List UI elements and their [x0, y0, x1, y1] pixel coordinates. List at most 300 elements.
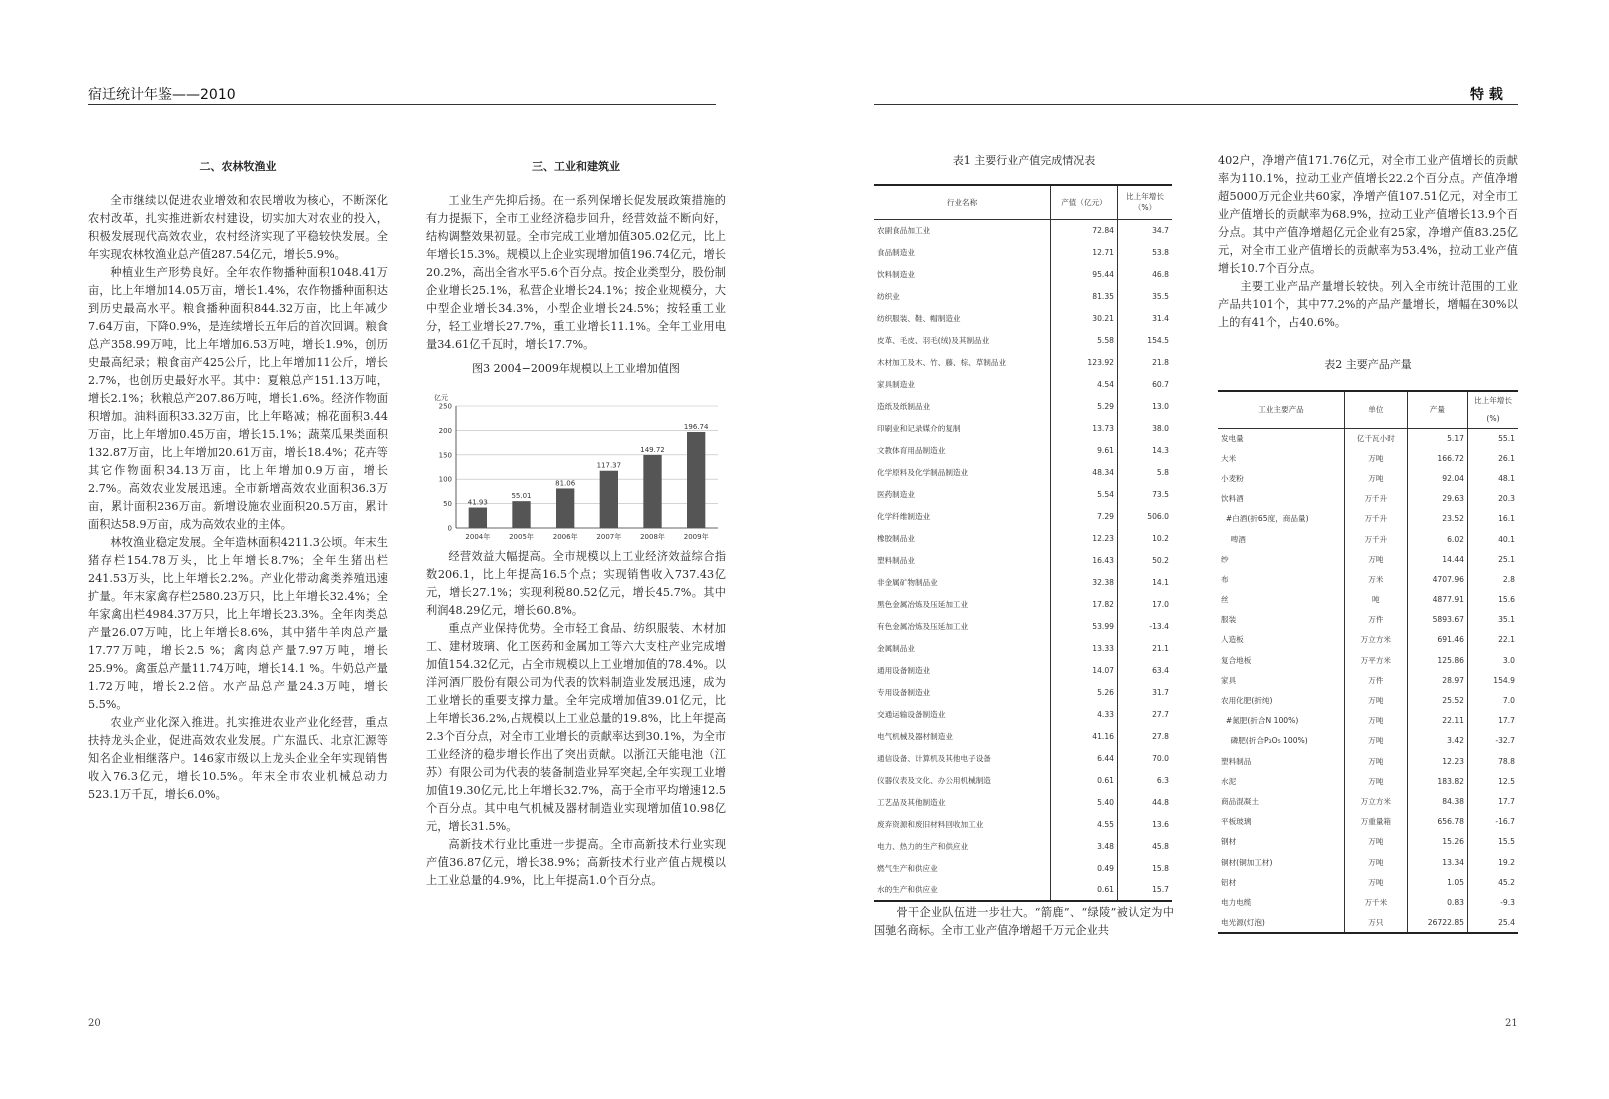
table-row	[1218, 913, 1518, 933]
table-cell: 22.1	[1498, 635, 1515, 645]
column-products	[1218, 152, 1518, 934]
table-cell: 饮料酒	[1218, 489, 1345, 509]
chart-caption: 图3 2004−2009年规模以上工业增加值图	[472, 362, 680, 375]
column-industry	[426, 158, 726, 890]
table-row	[1218, 832, 1518, 852]
table-cell: 10.2	[1152, 533, 1169, 543]
table-row	[1218, 852, 1518, 872]
right-header-rule	[874, 104, 1518, 105]
table-cell: 60.7	[1152, 379, 1169, 389]
table-cell: 人造板	[1218, 630, 1345, 650]
table-cell: 15.8	[1152, 863, 1169, 873]
table-cell: 万千米	[1345, 893, 1408, 913]
paragraph: 重点产业保持优势。全市轻工食品、纺织服装、木材加工、建材玻璃、化工医药和金属加工等六大支柱产业完成增加值154.32亿元，占全市规模以上工业增加值的78.4%。以洋河酒厂股份有限公司为代表的饮料制造业发展迅速，成为工业增长的重要支撑力量。全年完成增加值39.01亿元，比上年增长36.2%,占规模以上工业总量的19.8%，比上年提高2.3个百分点，对全市工业增长的贡献率达到30.1%，为全市工业经济的稳步增长作出了突出贡献。以浙江天能电池（江苏）有限公司为代表的装备制造业异军突起,全年实现工业增加值19.30亿元,比上年增长32.7%，高于全市平均增速12.5个百分点。其中电气机械及器材制造业实现增加值10.98亿元，增长31.5%。	[426, 622, 726, 833]
table-cell: 布	[1218, 570, 1345, 590]
table-cell: 农副食品加工业	[874, 219, 1051, 241]
table-cell: -13.4	[1149, 621, 1169, 631]
table-row	[1218, 630, 1518, 650]
y-tick-label: 250	[438, 402, 452, 411]
table-row	[874, 747, 1172, 769]
table-cell: 70.0	[1152, 753, 1169, 763]
table-cell: 20.3	[1498, 494, 1515, 504]
table-cell: 38.0	[1152, 423, 1169, 433]
table-row	[874, 527, 1172, 549]
table-row	[874, 549, 1172, 571]
paragraph: 高新技术行业比重进一步提高。全市高新技术行业实现产值36.87亿元，增长38.9%；高新技术行业产值占规模以上工业总量的4.9%，比上年提高1.0个百分点。	[426, 838, 726, 887]
table-cell: 万吨	[1345, 691, 1408, 711]
bar-value-label: 149.72	[640, 445, 665, 454]
table1-header-industry: 行业名称	[874, 185, 1051, 219]
table-cell: 183.82	[1407, 772, 1467, 792]
table-cell: 12.71	[1051, 241, 1118, 263]
table-row	[874, 395, 1172, 417]
table-row	[874, 769, 1172, 791]
paragraph: 工业生产先抑后扬。在一系列保增长促发展政策措施的有力提振下，全市工业经济稳步回升，经营效益不断向好，结构调整效果初显。全市完成工业增加值305.02亿元，比上年增长15.3%。规模以上企业实现增加值196.74亿元，增长20.2%，高出全省水平5.6个百分点。按企业类型分，股份制企业增长25.1%，私营企业增长24.1%；按企业规模分，大中型企业增长34.3%，小型企业增长24.5%；按轻重工业分，轻工业增长27.7%，重工业增长11.1%。全年工业用电量34.61亿千瓦时，增长17.7%。	[426, 194, 726, 351]
table-cell: 医药制造业	[874, 483, 1051, 505]
table-row	[1218, 873, 1518, 893]
x-tick-label: 2007年	[596, 533, 622, 541]
table-cell: 22.11	[1407, 711, 1467, 731]
table-cell: 154.9	[1493, 675, 1515, 685]
table-cell: 电力电缆	[1218, 893, 1345, 913]
table-row	[1218, 691, 1518, 711]
table-cell: 17.0	[1152, 599, 1169, 609]
table-cell: 3.0	[1502, 655, 1515, 665]
table-cell: 48.34	[1051, 461, 1118, 483]
x-tick-label: 2008年	[640, 533, 665, 541]
table-cell: 5.8	[1156, 467, 1169, 477]
table-cell: 家具制造业	[874, 373, 1051, 395]
table-cell: 万重量箱	[1345, 812, 1408, 832]
table-cell: 发电量	[1218, 429, 1345, 449]
table-cell: 78.8	[1498, 756, 1515, 766]
table-row	[1218, 529, 1518, 549]
paragraph: 全市继续以促进农业增效和农民增收为核心，不断深化农村改革，扎实推进新农村建设，切实加大对农业的投入，积极发展现代高效农业，农村经济实现了平稳较快发展。全年实现农林牧渔业总产值287.54亿元，增长5.9%。	[88, 194, 388, 261]
table-cell: 万吨	[1345, 731, 1408, 751]
table2-header-product: 工业主要产品	[1218, 391, 1345, 429]
bar	[687, 432, 705, 528]
table-row	[1218, 610, 1518, 630]
table-row	[874, 373, 1172, 395]
table-cell: 17.82	[1051, 593, 1118, 615]
table-cell: 26722.85	[1407, 913, 1467, 933]
table-row	[1218, 550, 1518, 570]
table-row	[1218, 429, 1518, 449]
table-row	[874, 637, 1172, 659]
table-row	[874, 813, 1172, 835]
table-cell: 金属制品业	[874, 637, 1051, 659]
table-cell: 万吨	[1345, 772, 1408, 792]
table-cell: 文教体育用品制造业	[874, 439, 1051, 461]
table-cell: 3.48	[1051, 835, 1118, 857]
table-cell: 通用设备制造业	[874, 659, 1051, 681]
x-tick-label: 2005年	[509, 533, 534, 541]
table-cell: 6.44	[1051, 747, 1118, 769]
table-cell: 13.6	[1152, 819, 1169, 829]
table-cell: 1.05	[1407, 873, 1467, 893]
table-cell: 万吨	[1345, 852, 1408, 872]
table-cell: 53.99	[1051, 615, 1118, 637]
table-cell: 14.07	[1051, 659, 1118, 681]
y-tick-label: 100	[438, 475, 452, 484]
table-row	[1218, 570, 1518, 590]
table-cell: 53.8	[1152, 247, 1169, 257]
table-cell: 农用化肥(折纯)	[1218, 691, 1345, 711]
table-cell: 家具	[1218, 671, 1345, 691]
table-cell: 电气机械及器材制造业	[874, 725, 1051, 747]
table-cell: 万件	[1345, 671, 1408, 691]
table-cell: 万吨	[1345, 873, 1408, 893]
table-row	[874, 439, 1172, 461]
left-header-rule	[88, 104, 716, 105]
table-cell: 电力、热力的生产和供应业	[874, 835, 1051, 857]
table-cell: 亿千瓦小时	[1345, 429, 1408, 449]
table-cell: 506.0	[1147, 511, 1169, 521]
table1-caption: 表1 主要行业产值完成情况表	[952, 154, 1096, 167]
table-row	[874, 615, 1172, 637]
table-cell: 14.3	[1152, 445, 1169, 455]
table-cell: 656.78	[1407, 812, 1467, 832]
table-row	[874, 593, 1172, 615]
table-row	[1218, 489, 1518, 509]
paragraph: 林牧渔业稳定发展。全年造林面积4211.3公顷。年末生猪存栏154.78万头，比上年增长8.7%；全年生猪出栏241.53万头，比上年增长2.2%。产业化带动禽类养殖迅速扩量。年末家禽存栏2580.23万只，比上年增长32.4%；全年家禽出栏4984.37万只，比上年增长23.3%。全年肉类总产量26.07万吨，比上年增长8.6%，其中猪牛羊肉总产量17.77万吨，增长2.5 %；禽肉总产量7.97万吨，增长25.9%。禽蛋总产量11.74万吨，增长14.1 %。牛奶总产量1.72万吨，增长2.2倍。水产品总产量24.3万吨，增长5.5%。	[88, 536, 388, 711]
table-row	[874, 659, 1172, 681]
table-cell: 铝材	[1218, 873, 1345, 893]
table-cell: 工艺品及其他制造业	[874, 791, 1051, 813]
table-cell: 35.1	[1498, 615, 1515, 625]
table-cell: 63.4	[1152, 665, 1169, 675]
table-row	[1218, 449, 1518, 469]
table-row	[1218, 711, 1518, 731]
table-cell: 废弃资源和废旧材料回收加工业	[874, 813, 1051, 835]
table-cell: 84.38	[1407, 792, 1467, 812]
table-cell: 6.02	[1407, 529, 1467, 549]
table-cell: 交通运输设备制造业	[874, 703, 1051, 725]
table-cell: 35.5	[1152, 291, 1169, 301]
y-tick-label: 0	[447, 524, 452, 533]
table-cell: 166.72	[1407, 449, 1467, 469]
table-cell: 15.5	[1498, 837, 1515, 847]
table-cell: 16.43	[1051, 549, 1118, 571]
table1-header-output: 产值（亿元）	[1051, 185, 1118, 219]
table-cell: 17.7	[1498, 796, 1515, 806]
table-cell: 25.4	[1498, 917, 1515, 927]
table-cell: 691.46	[1407, 630, 1467, 650]
page-number-right: 21	[1505, 1018, 1518, 1029]
table-cell: 万吨	[1345, 550, 1408, 570]
y-tick-label: 150	[438, 451, 452, 460]
table-cell: 万吨	[1345, 832, 1408, 852]
paragraph	[874, 904, 1174, 940]
y-tick-label: 50	[443, 500, 452, 509]
table-cell: -32.7	[1495, 736, 1515, 746]
table-cell: 5.29	[1051, 395, 1118, 417]
table-cell: 154.5	[1147, 335, 1169, 345]
table-cell: 81.35	[1051, 285, 1118, 307]
table-cell: 15.7	[1152, 885, 1169, 894]
table-cell: 万吨	[1345, 711, 1408, 731]
table-row	[874, 351, 1172, 373]
industry-value-bar-chart	[426, 378, 726, 548]
table-row	[1218, 772, 1518, 792]
table-cell: 50.2	[1152, 555, 1169, 565]
table-row	[1218, 651, 1518, 671]
table-cell: 12.23	[1407, 752, 1467, 772]
table-cell: 0.61	[1051, 879, 1118, 901]
product-output-table	[1218, 390, 1518, 934]
right-running-title: 特 载	[1470, 87, 1503, 103]
table-cell: 31.7	[1152, 687, 1169, 697]
bar-value-label: 117.37	[596, 461, 622, 470]
table-row	[1218, 509, 1518, 529]
table-cell: 0.49	[1051, 857, 1118, 879]
table-cell: 55.1	[1498, 433, 1515, 443]
table-cell: 铜材(铜加工材)	[1218, 852, 1345, 872]
table-row	[874, 857, 1172, 879]
x-tick-label: 2009年	[683, 533, 709, 541]
table-row	[1218, 671, 1518, 691]
table-cell: 25.1	[1498, 554, 1515, 564]
table-cell: 19.2	[1498, 857, 1515, 867]
bar-value-label: 55.01	[511, 492, 532, 501]
table-cell: 非金属矿物制品业	[874, 571, 1051, 593]
table-cell: 万只	[1345, 913, 1408, 933]
table-cell: 化学原料及化学制品制造业	[874, 461, 1051, 483]
table-cell: 4.55	[1051, 813, 1118, 835]
table-cell: 5.58	[1051, 329, 1118, 351]
table-row	[1218, 469, 1518, 489]
table1-header-growth: 比上年增长（%）	[1118, 185, 1173, 219]
table-cell: 印刷业和记录媒介的复制	[874, 417, 1051, 439]
table-cell: 12.5	[1498, 776, 1515, 786]
table-cell: 万立方米	[1345, 792, 1408, 812]
y-tick-label: 200	[438, 426, 452, 435]
table-cell: 燃气生产和供应业	[874, 857, 1051, 879]
table-cell: 4707.96	[1407, 570, 1467, 590]
table-row	[1218, 731, 1518, 751]
table-cell: 食品制造业	[874, 241, 1051, 263]
page-number-left: 20	[88, 1018, 101, 1029]
table-cell: 万米	[1345, 570, 1408, 590]
table-cell: 32.38	[1051, 571, 1118, 593]
table-cell: 啤酒	[1218, 529, 1345, 549]
section-heading-industry: 三、工业和建筑业	[532, 160, 620, 173]
table-cell: 4.33	[1051, 703, 1118, 725]
table-cell: #白酒(折65度，商品量)	[1218, 509, 1345, 529]
table-cell: 2.8	[1502, 574, 1515, 584]
table-cell: 化学纤维制造业	[874, 505, 1051, 527]
table-row	[874, 703, 1172, 725]
table-cell: 万吨	[1345, 469, 1408, 489]
table-cell: 5.26	[1051, 681, 1118, 703]
table-cell: 14.1	[1152, 577, 1169, 587]
table-cell: 万平方米	[1345, 651, 1408, 671]
table-row	[874, 681, 1172, 703]
table-cell: 纺织服装、鞋、帽制造业	[874, 307, 1051, 329]
table-row	[874, 307, 1172, 329]
table-cell: 万千升	[1345, 489, 1408, 509]
table-row	[874, 483, 1172, 505]
table-cell: 小麦粉	[1218, 469, 1345, 489]
table-cell: 17.7	[1498, 716, 1515, 726]
industry-output-table	[874, 184, 1172, 902]
table-cell: 21.8	[1152, 357, 1169, 367]
table-row	[1218, 893, 1518, 913]
y-axis-unit-label: 亿元	[434, 394, 448, 402]
table-cell: 0.61	[1051, 769, 1118, 791]
table2-header-growth: 比上年增长(%)	[1468, 391, 1519, 429]
bar-value-label: 196.74	[683, 422, 709, 431]
table-row	[874, 241, 1172, 263]
table-cell: 14.44	[1407, 550, 1467, 570]
table-cell: 34.7	[1152, 225, 1169, 235]
table-cell: 大米	[1218, 449, 1345, 469]
table-cell: 45.8	[1152, 841, 1169, 851]
bar	[469, 508, 487, 528]
table-row	[1218, 590, 1518, 610]
table-cell: 塑料制品业	[874, 549, 1051, 571]
table1-block	[874, 152, 1174, 940]
table-cell: 41.16	[1051, 725, 1118, 747]
table-cell: 27.8	[1152, 731, 1169, 741]
table-cell: 纺织业	[874, 285, 1051, 307]
table-cell: 23.52	[1407, 509, 1467, 529]
table-cell: 7.0	[1502, 696, 1515, 706]
table-cell: 万吨	[1345, 752, 1408, 772]
table-row	[874, 417, 1172, 439]
table-cell: 123.92	[1051, 351, 1118, 373]
table-row	[874, 219, 1172, 241]
x-tick-label: 2004年	[465, 533, 491, 541]
table-cell: 塑料制品	[1218, 752, 1345, 772]
table-cell: 橡胶制品业	[874, 527, 1051, 549]
table-cell: 13.33	[1051, 637, 1118, 659]
table-cell: 饮料制造业	[874, 263, 1051, 285]
paragraph: 主要工业产品产量增长较快。列入全市统计范围的工业产品共101个，其中77.2%的产品产量增长，增幅在30%以上的有41个，占40.6%。	[1218, 280, 1518, 329]
table-cell: 46.8	[1152, 269, 1169, 279]
table-cell: 服装	[1218, 610, 1345, 630]
table-cell: 9.61	[1051, 439, 1118, 461]
table-cell: 有色金属冶炼及压延加工业	[874, 615, 1051, 637]
table-cell: 万千升	[1345, 529, 1408, 549]
table-cell: 125.86	[1407, 651, 1467, 671]
table-cell: 45.2	[1498, 877, 1515, 887]
table2-caption: 表2 主要产品产量	[1324, 358, 1412, 371]
table-cell: 73.5	[1152, 489, 1169, 499]
column-agriculture	[88, 158, 388, 804]
table-cell: 5.54	[1051, 483, 1118, 505]
table-row	[1218, 792, 1518, 812]
table-row	[874, 879, 1172, 901]
table-cell: 15.26	[1407, 832, 1467, 852]
table-row	[874, 505, 1172, 527]
table-cell: 水泥	[1218, 772, 1345, 792]
table-cell: 92.04	[1407, 469, 1467, 489]
bar	[512, 501, 530, 528]
table-cell: 26.1	[1498, 453, 1515, 463]
bar	[643, 455, 661, 528]
table-cell: 28.97	[1407, 671, 1467, 691]
table-cell: 吨	[1345, 590, 1408, 610]
paragraph-text: 骨干企业队伍进一步壮大。“箭鹿”、“绿陵”被认定为中国驰名商标。全市工业产值净增超千万元企业共	[874, 906, 1174, 937]
table-cell: 皮革、毛皮、羽毛(绒)及其制品业	[874, 329, 1051, 351]
table-cell: 95.44	[1051, 263, 1118, 285]
table-cell: 16.1	[1498, 514, 1515, 524]
table-cell: 5893.67	[1407, 610, 1467, 630]
table-cell: 4877.91	[1407, 590, 1467, 610]
table-cell: 5.17	[1407, 429, 1467, 449]
table-cell: 平板玻璃	[1218, 812, 1345, 832]
table-cell: 40.1	[1498, 534, 1515, 544]
table-cell: 水的生产和供应业	[874, 879, 1051, 901]
table-cell: 72.84	[1051, 219, 1118, 241]
table-cell: 25.52	[1407, 691, 1467, 711]
table-cell: 30.21	[1051, 307, 1118, 329]
table-cell: 万吨	[1345, 449, 1408, 469]
paragraph: 402户，净增产值171.76亿元，对全市工业产值增长的贡献率为110.1%，拉动工业产值增长22.2个百分点。产值净增超5000万元企业共60家，净增产值107.51亿元，对全市工业产值增长的贡献率为68.9%，拉动工业产值增长13.9个百分点。其中产值净增超亿元企业有25家，净增产值83.25亿元，对全市工业产值增长的贡献率为53.4%，拉动工业产值增长10.7个百分点。	[1218, 154, 1518, 275]
table-cell: 复合地板	[1218, 651, 1345, 671]
table-cell: 21.1	[1152, 643, 1169, 653]
table-cell: -9.3	[1500, 897, 1515, 907]
table-cell: 黑色金属冶炼及压延加工业	[874, 593, 1051, 615]
table-cell: 木材加工及木、竹、藤、棕、草制品业	[874, 351, 1051, 373]
bar-value-label: 81.06	[555, 479, 576, 488]
left-running-title: 宿迁统计年鉴——2010	[88, 87, 236, 103]
table-cell: 万千升	[1345, 509, 1408, 529]
table-cell: 纱	[1218, 550, 1345, 570]
table-cell: 商品混凝土	[1218, 792, 1345, 812]
table-cell: 7.29	[1051, 505, 1118, 527]
table-cell: 造纸及纸制品业	[874, 395, 1051, 417]
table-cell: 钢材	[1218, 832, 1345, 852]
x-tick-label: 2006年	[552, 533, 578, 541]
table-row	[1218, 812, 1518, 832]
table-cell: 27.7	[1152, 709, 1169, 719]
table-cell: 3.42	[1407, 731, 1467, 751]
table-cell: 5.40	[1051, 791, 1118, 813]
table-cell: 通信设备、计算机及其他电子设备	[874, 747, 1051, 769]
table-row	[874, 263, 1172, 285]
table-row	[1218, 752, 1518, 772]
table-cell: 13.34	[1407, 852, 1467, 872]
table-cell: 6.3	[1156, 775, 1169, 785]
bar	[600, 471, 618, 528]
paragraph: 经营效益大幅提高。全市规模以上工业经济效益综合指数206.1，比上年提高16.5个点；实现销售收入737.43亿元，增长27.1%；实现利税80.52亿元，增长45.7%。其中利润48.29亿元，增长60.8%。	[426, 550, 726, 617]
table-cell: 专用设备制造业	[874, 681, 1051, 703]
table-cell: 13.73	[1051, 417, 1118, 439]
table-cell: -16.7	[1495, 817, 1515, 827]
paragraph: 种植业生产形势良好。全年农作物播种面积1048.41万亩，比上年增加14.05万亩，增长1.4%，农作物播种面积达到历史最高水平。粮食播种面积844.32万亩，比上年减少7.64万亩，下降0.9%，是连续增长五年后的首次回调。粮食总产358.99万吨，比上年增加6.53万吨，增长1.9%，创历史最高纪录；粮食亩产425公斤，比上年增加11公斤，增长2.7%，也创历史最好水平。其中：夏粮总产151.13万吨，增长2.1%；秋粮总产207.86万吨，增长1.6%。经济作物面积增加。油料面积33.32万亩，比上年略减；棉花面积3.44万亩，比上年增加0.45万亩，增长15.1%；蔬菜瓜果类面积132.87万亩，比上年增加20.61万亩，增长18.4%；花卉等其它作物面积34.13万亩，比上年增加0.9万亩，增长2.7%。高效农业发展迅速。全市新增高效农业面积36.3万亩，累计面积236万亩。新增设施农业面积20.5万亩，累计面积达58.9万亩，成为高效农业的主体。	[88, 266, 388, 531]
table2-header-unit: 单位	[1345, 391, 1408, 429]
table-cell: 13.0	[1152, 401, 1169, 411]
table-cell: 电光源(灯泡)	[1218, 913, 1345, 933]
table-row	[874, 285, 1172, 307]
table-cell: 仪器仪表及文化、办公用机械制造	[874, 769, 1051, 791]
bar	[556, 488, 574, 528]
table-cell: 万立方米	[1345, 630, 1408, 650]
table-cell: 磷肥(折合P₂O₅ 100%)	[1218, 731, 1345, 751]
table-cell: 48.1	[1498, 473, 1515, 483]
section-heading-agriculture: 二、农林牧渔业	[199, 160, 277, 173]
table-row	[874, 791, 1172, 813]
table-row	[874, 571, 1172, 593]
bar-value-label: 41.93	[467, 498, 488, 507]
table-cell: 12.23	[1051, 527, 1118, 549]
table-row	[874, 725, 1172, 747]
table-cell: 31.4	[1152, 313, 1169, 323]
table-row	[874, 835, 1172, 857]
table-row	[874, 461, 1172, 483]
